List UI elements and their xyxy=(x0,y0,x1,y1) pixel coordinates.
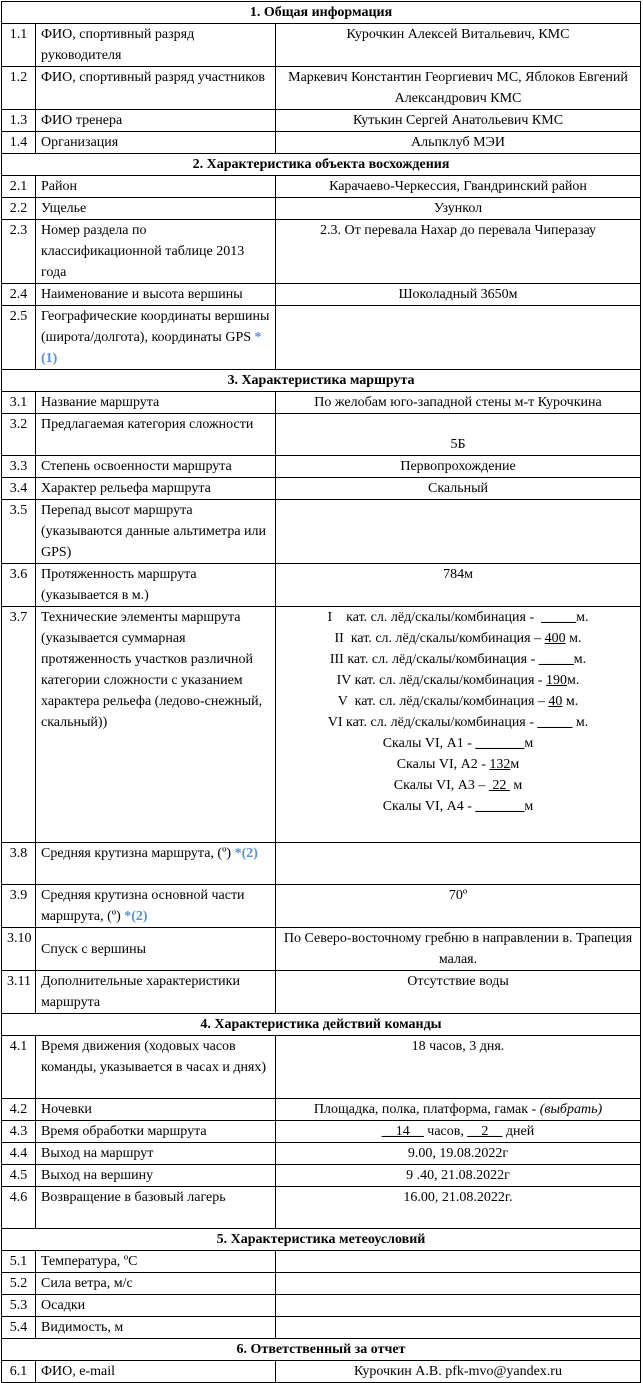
row-number: 5.2 xyxy=(2,1273,36,1295)
row-label xyxy=(36,306,276,370)
table-row xyxy=(2,67,641,110)
row-number: 3.2 xyxy=(2,414,36,456)
row-label: ФИО, e-mail xyxy=(36,1361,276,1383)
tech-element-line: II кат. сл. лёд/скалы/комбинация – 400 м. xyxy=(334,631,582,646)
row-label: Сила ветра, м/с xyxy=(36,1273,276,1295)
tech-element-line: Скалы VI, А1 - _______м xyxy=(382,736,534,751)
table-row xyxy=(2,284,641,306)
table-row xyxy=(2,1165,641,1187)
row-value: Шоколадный 3650м xyxy=(276,284,641,306)
row-number: 4.3 xyxy=(2,1121,36,1143)
table-row xyxy=(2,110,641,132)
table-row xyxy=(2,306,641,370)
row-number: 1.3 xyxy=(2,110,36,132)
row-number: 3.6 xyxy=(2,564,36,607)
table-row xyxy=(2,478,641,500)
tech-element-line: III кат. сл. лёд/скалы/комбинация - _____м. xyxy=(329,652,587,667)
row-number: 5.4 xyxy=(2,1317,36,1339)
row-value: Отсутствие воды xyxy=(276,971,641,1014)
row-number: 2.5 xyxy=(2,306,36,370)
table-row xyxy=(2,1143,641,1165)
tech-element-line: Скалы VI, А4 - _______м xyxy=(382,799,534,814)
table-row xyxy=(2,1099,641,1121)
row-label: Время обработки маршрута xyxy=(36,1121,276,1143)
row-value xyxy=(276,306,641,370)
row-number: 1.2 xyxy=(2,67,36,110)
table-row xyxy=(2,1317,641,1339)
row-value: 9 .40, 21.08.2022г xyxy=(276,1165,641,1187)
row-label xyxy=(36,885,276,928)
row-value: 5Б xyxy=(276,414,641,456)
row-label: Предлагаемая категория сложности xyxy=(36,414,276,456)
row-value: 2.3. От перевала Нахар до перевала Чиперазау xyxy=(276,220,641,284)
row-label: Ущелье xyxy=(36,198,276,220)
table-row xyxy=(2,456,641,478)
row-label xyxy=(36,843,276,885)
table-row xyxy=(2,198,641,220)
row-label: Протяженность маршрута (указывается в м.) xyxy=(36,564,276,607)
table-row xyxy=(2,607,641,843)
row-label: Температура, ºС xyxy=(36,1251,276,1273)
row-label: Выход на вершину xyxy=(36,1165,276,1187)
footnote-ref: *(2) xyxy=(234,846,258,861)
row-label: Наименование и высота вершины xyxy=(36,284,276,306)
tech-element-line: Скалы VI, А3 – 22 м xyxy=(393,778,523,793)
row-label: Видимость, м xyxy=(36,1317,276,1339)
row-number: 2.3 xyxy=(2,220,36,284)
row-value: Кутькин Сергей Анатольевич КМС xyxy=(276,110,641,132)
tech-element-line: V кат. сл. лёд/скалы/комбинация – 40 м. xyxy=(337,694,579,709)
row-number: 3.5 xyxy=(2,500,36,564)
row-label: Выход на маршрут xyxy=(36,1143,276,1165)
row-label: Дополнительные характеристики маршрута xyxy=(36,971,276,1014)
row-number: 2.2 xyxy=(2,198,36,220)
row-label: Технические элементы маршрута (указывается суммарная протяженность участков различной категории сложности с указанием характера рельефа (ледово-снежный, скальный)) xyxy=(36,607,276,843)
row-value: Первопрохождение xyxy=(276,456,641,478)
row-value: Маркевич Константин Георгиевич МС, Яблоков Евгений Александрович КМС xyxy=(276,67,641,110)
table-row xyxy=(2,24,641,67)
table-row xyxy=(2,500,641,564)
row-value: 18 часов, 3 дня. xyxy=(276,1036,641,1099)
tech-element-line: I кат. сл. лёд/скалы/комбинация - _____м. xyxy=(327,610,589,625)
row-value: Площадка, полка, платформа, гамак - (выбрать) xyxy=(276,1099,641,1121)
row-label: Район xyxy=(36,176,276,198)
table-row xyxy=(2,928,641,971)
table-row xyxy=(2,1121,641,1143)
row-number: 2.4 xyxy=(2,284,36,306)
row-value: Альпклуб МЭИ xyxy=(276,132,641,154)
row-label-text: Средняя крутизна маршрута, (º) xyxy=(41,846,232,861)
row-number: 3.7 xyxy=(2,607,36,843)
row-value: 784м xyxy=(276,564,641,607)
table-row xyxy=(2,1295,641,1317)
row-number: 3.4 xyxy=(2,478,36,500)
row-number: 3.10 xyxy=(2,928,36,971)
row-label: Организация xyxy=(36,132,276,154)
row-label: Спуск с вершины xyxy=(36,928,276,971)
row-label: Степень освоенности маршрута xyxy=(36,456,276,478)
row-value: 9.00, 19.08.2022г xyxy=(276,1143,641,1165)
table-row xyxy=(2,885,641,928)
row-value: Карачаево-Черкессия, Гвандринский район xyxy=(276,176,641,198)
row-label: Возвращение в базовый лагерь xyxy=(36,1187,276,1229)
row-number: 5.1 xyxy=(2,1251,36,1273)
row-number: 4.1 xyxy=(2,1036,36,1099)
choose-hint: (выбрать) xyxy=(539,1102,603,1117)
row-number: 3.9 xyxy=(2,885,36,928)
row-value: По Северо-восточному гребню в направлении в. Трапеция малая. xyxy=(276,928,641,971)
table-row xyxy=(2,132,641,154)
row-number: 1.1 xyxy=(2,24,36,67)
footnote-ref: *(2) xyxy=(124,909,148,924)
table-row xyxy=(2,1251,641,1273)
row-label: Номер раздела по классификационной таблице 2013 года xyxy=(36,220,276,284)
row-label: ФИО тренера xyxy=(36,110,276,132)
row-label: Время движения (ходовых часов команды, указывается в часах и днях) xyxy=(36,1036,276,1099)
row-value: 70º xyxy=(276,885,641,928)
table-row xyxy=(2,414,641,456)
tech-element-line: IV кат. сл. лёд/скалы/комбинация - 190м. xyxy=(336,673,580,688)
table-row xyxy=(2,1036,641,1099)
row-value xyxy=(276,500,641,564)
row-number: 5.3 xyxy=(2,1295,36,1317)
row-label-text: Средняя крутизна основной части маршрута, (º) xyxy=(41,888,245,924)
row-value: Скальный xyxy=(276,478,641,500)
table-row xyxy=(2,220,641,284)
tech-element-line: Скалы VI, А2 - 132м xyxy=(396,757,520,772)
row-number: 3.11 xyxy=(2,971,36,1014)
table-row xyxy=(2,1273,641,1295)
row-label: Перепад высот маршрута (указываются данные альтиметра или GPS) xyxy=(36,500,276,564)
row-number: 6.1 xyxy=(2,1361,36,1383)
row-value: По желобам юго-западной стены м-т Курочкина xyxy=(276,392,641,414)
row-label: Характер рельефа маршрута xyxy=(36,478,276,500)
row-label-text: Географические координаты вершины (широта/долгота), координаты GPS xyxy=(41,309,270,345)
section-responsible-header: 6. Ответственный за отчет xyxy=(2,1339,641,1361)
row-value: Курочкин А.В. pfk-mvo@yandex.ru xyxy=(276,1361,641,1383)
row-label: Ночевки xyxy=(36,1099,276,1121)
row-value: Узункол xyxy=(276,198,641,220)
row-value xyxy=(276,1251,641,1273)
section-team-header: 4. Характеристика действий команды xyxy=(2,1014,641,1036)
report-form-table xyxy=(1,1,641,1383)
technical-elements-list xyxy=(276,607,641,843)
row-value xyxy=(276,1273,641,1295)
row-value: Курочкин Алексей Витальевич, КМС xyxy=(276,24,641,67)
row-value xyxy=(276,843,641,885)
row-number: 4.2 xyxy=(2,1099,36,1121)
row-number: 4.4 xyxy=(2,1143,36,1165)
row-number: 4.6 xyxy=(2,1187,36,1229)
table-row xyxy=(2,564,641,607)
footnote-ref: *(1) xyxy=(41,330,262,366)
row-number: 3.1 xyxy=(2,392,36,414)
row-value: __14__ часов, __2__ дней xyxy=(276,1121,641,1143)
row-number: 1.4 xyxy=(2,132,36,154)
row-number: 4.5 xyxy=(2,1165,36,1187)
row-label: ФИО, спортивный разряд участников xyxy=(36,67,276,110)
row-label: Название маршрута xyxy=(36,392,276,414)
row-label: ФИО, спортивный разряд руководителя xyxy=(36,24,276,67)
table-row xyxy=(2,176,641,198)
section-route-header: 3. Характеристика маршрута xyxy=(2,370,641,392)
table-row xyxy=(2,392,641,414)
table-row xyxy=(2,843,641,885)
tech-element-line: VI кат. сл. лёд/скалы/комбинация - _____ м. xyxy=(327,715,589,730)
section-general-header: 1. Общая информация xyxy=(2,2,641,24)
row-value: 16.00, 21.08.2022г. xyxy=(276,1187,641,1229)
row-number: 3.8 xyxy=(2,843,36,885)
section-weather-header: 5. Характеристика метеоусловий xyxy=(2,1229,641,1251)
row-number: 2.1 xyxy=(2,176,36,198)
section-object-header: 2. Характеристика объекта восхождения xyxy=(2,154,641,176)
row-value xyxy=(276,1295,641,1317)
table-row xyxy=(2,1187,641,1229)
row-label: Осадки xyxy=(36,1295,276,1317)
table-row xyxy=(2,971,641,1014)
row-number: 3.3 xyxy=(2,456,36,478)
row-value xyxy=(276,1317,641,1339)
